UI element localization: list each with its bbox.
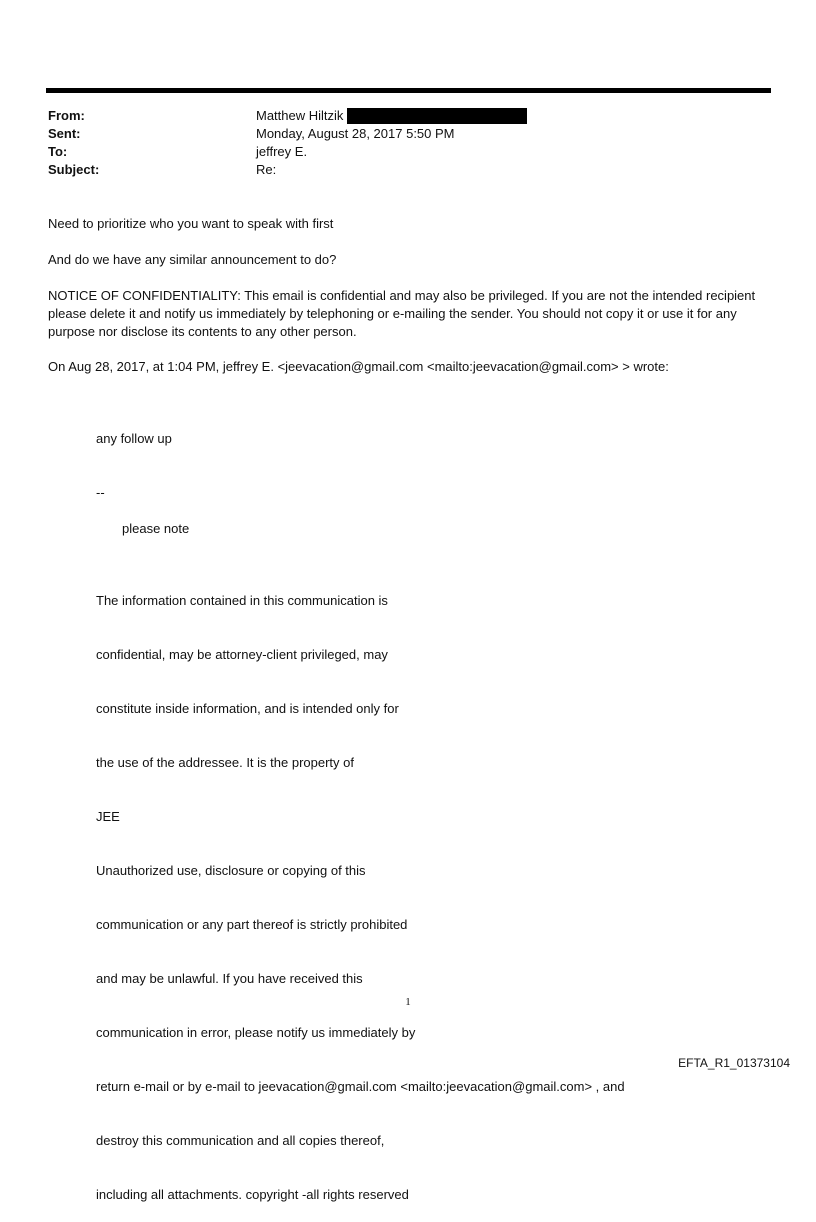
disclaimer-line: Unauthorized use, disclosure or copying of this [96,863,366,878]
header-rule [46,88,771,93]
disclaimer-line: destroy this communication and all copies thereof, [96,1133,385,1148]
confidentiality-notice: NOTICE OF CONFIDENTIALITY: This email is confidential and may also be privileged. If you are not the intended recipient please delete it and notify us immediately by telephoning or e-mailing the sender. You should not copy it or use it for any purpose nor disclose its contents to any other person. [48,288,759,339]
disclaimer-line: the use of the addressee. It is the property of [96,755,354,770]
redaction-block [347,108,527,124]
disclaimer-line: and may be unlawful. If you have received this [96,971,363,986]
subject-value: Re: [256,162,277,177]
disclaimer-line: constitute inside information, and is intended only for [96,701,399,716]
disclaimer-block [96,556,716,1222]
to-label: To: [48,144,68,159]
disclaimer-line: communication or any part thereof is strictly prohibited [96,917,408,932]
subject-row [48,161,748,179]
message-line-2: And do we have any similar announcement to do? [48,252,337,267]
page-number: 1 [405,996,411,1008]
quote-intro: On Aug 28, 2017, at 1:04 PM, jeffrey E. <jeevacation@gmail.com <mailto:jeevacation@gmail.com> > wrote: [48,359,669,374]
to-value: jeffrey E. [256,144,308,159]
disclaimer-line: communication in error, please notify us immediately by [96,1025,416,1040]
please-note: please note [122,521,190,536]
email-header [48,107,748,179]
document-id: EFTA_R1_01373104 [678,1056,790,1070]
disclaimer-line: return e-mail or by e-mail to jeevacation@gmail.com <mailto:jeevacation@gmail.com> , and [96,1079,625,1094]
subject-label: Subject: [48,162,100,177]
sent-label: Sent: [48,126,81,141]
from-row [48,107,748,125]
to-row [48,143,748,161]
disclaimer-line: confidential, may be attorney-client privileged, may [96,647,388,662]
disclaimer-line: The information contained in this communication is [96,593,388,608]
quoted-body: any follow up [96,431,172,446]
from-value: Matthew Hiltzik [256,108,344,123]
disclaimer-line: JEE [96,809,120,824]
disclaimer-line: including all attachments. copyright -all rights reserved [96,1187,409,1202]
sent-row [48,125,748,143]
message-line-1: Need to prioritize who you want to speak with first [48,216,334,231]
sent-value: Monday, August 28, 2017 5:50 PM [256,126,455,141]
from-label: From: [48,108,85,123]
signature-separator: -- [96,485,105,500]
